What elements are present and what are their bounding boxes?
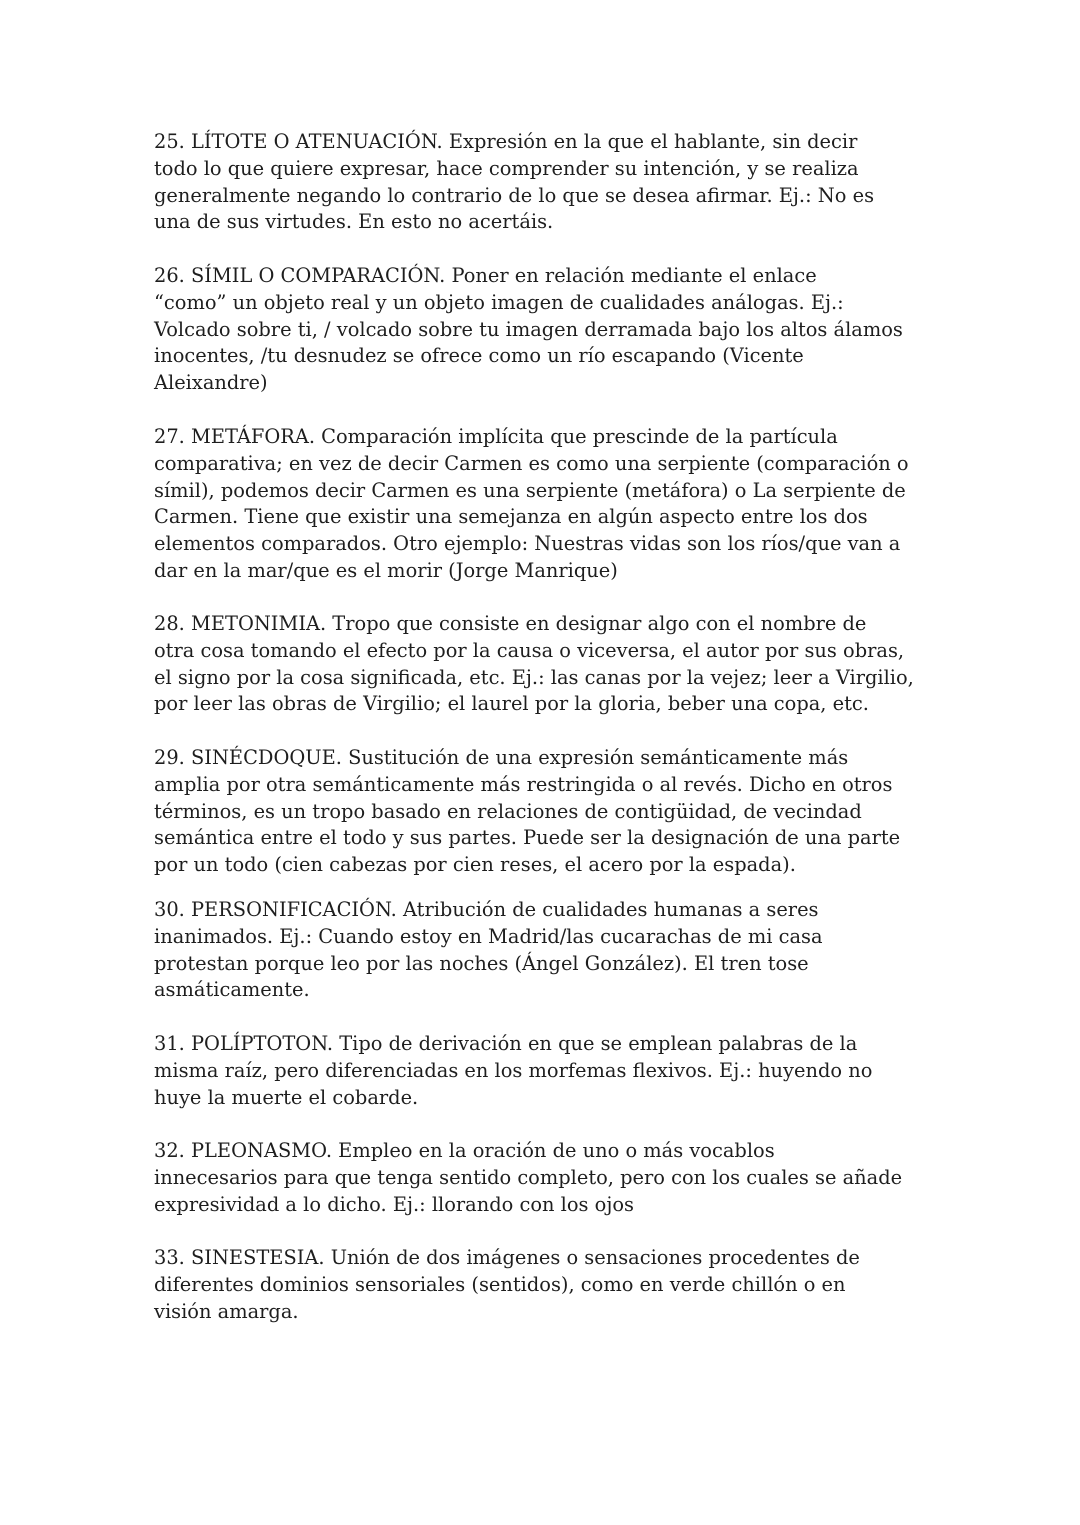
entry-sinestesia: 33. SINESTESIA. Unión de dos imágenes o sensaciones procedentes de diferentes dominios sensoriales (sentidos), como en verde chillón o en visión amarga.	[154, 1246, 860, 1323]
entry-sinecdoque: 29. SINÉCDOQUE. Sustitución de una expresión semánticamente más amplia por otra semánticamente más restringida o al revés. Dicho en otros términos, es un tropo basado en relaciones de contigüidad, de vecindad semántica entre el todo y sus partes. Puede ser la designación de una parte por un todo (cien cabezas por cien reses, el acero por la espada).	[154, 746, 901, 877]
entry-metonimia: 28. METONIMIA. Tropo que consiste en designar algo con el nombre de otra cosa tomando el efecto por la causa o viceversa, el autor por sus obras, el signo por la cosa significada, etc. Ej.: las canas por la vejez; leer a Virgilio, por leer las obras de Virgilio; el laurel por la gloria, beber una copa, etc.	[154, 612, 914, 716]
entry-poliptoton: 31. POLÍPTOTON. Tipo de derivación en que se emplean palabras de la misma raíz, pero diferenciadas en los morfemas flexivos. Ej.: huyendo no huye la muerte el cobarde.	[154, 1032, 873, 1109]
entry-metafora: 27. METÁFORA. Comparación implícita que prescinde de la partícula comparativa; en vez de decir Carmen es como una serpiente (comparación o símil), podemos decir Carmen es una serpiente (metáfora) o La serpiente de Carmen. Tiene que existir una semejanza en algún aspecto entre los dos elementos comparados. Otro ejemplo: Nuestras vidas son los ríos/que van a dar en la mar/que es el morir (Jorge Manrique)	[154, 425, 909, 582]
entry-litote: 25. LÍTOTE O ATENUACIÓN. Expresión en la que el hablante, sin decir todo lo que quiere expresar, hace comprender su intención, y se realiza generalmente negando lo contrario de lo que se desea afirmar. Ej.: No es una de sus virtudes. En esto no acertáis.	[154, 130, 875, 234]
entry-pleonasmo: 32. PLEONASMO. Empleo en la oración de uno o más vocablos innecesarios para que tenga sentido completo, pero con los cuales se añade expresividad a lo dicho. Ej.: llorando con los ojos	[154, 1139, 903, 1216]
entry-personificacion: 30. PERSONIFICACIÓN. Atribución de cualidades humanas a seres inanimados. Ej.: Cuando estoy en Madrid/las cucarachas de mi casa protestan porque leo por las noches (Ángel González). El tren tose asmáticamente.	[154, 898, 823, 1002]
entry-simil: 26. SÍMIL O COMPARACIÓN. Poner en relación mediante el enlace “como” un objeto real y un objeto imagen de cualidades análogas. Ej.: Volcado sobre ti, / volcado sobre tu imagen derramada bajo los altos álamos inocentes, /tu desnudez se ofrece como un río escapando (Vicente Aleixandre)	[154, 264, 903, 395]
